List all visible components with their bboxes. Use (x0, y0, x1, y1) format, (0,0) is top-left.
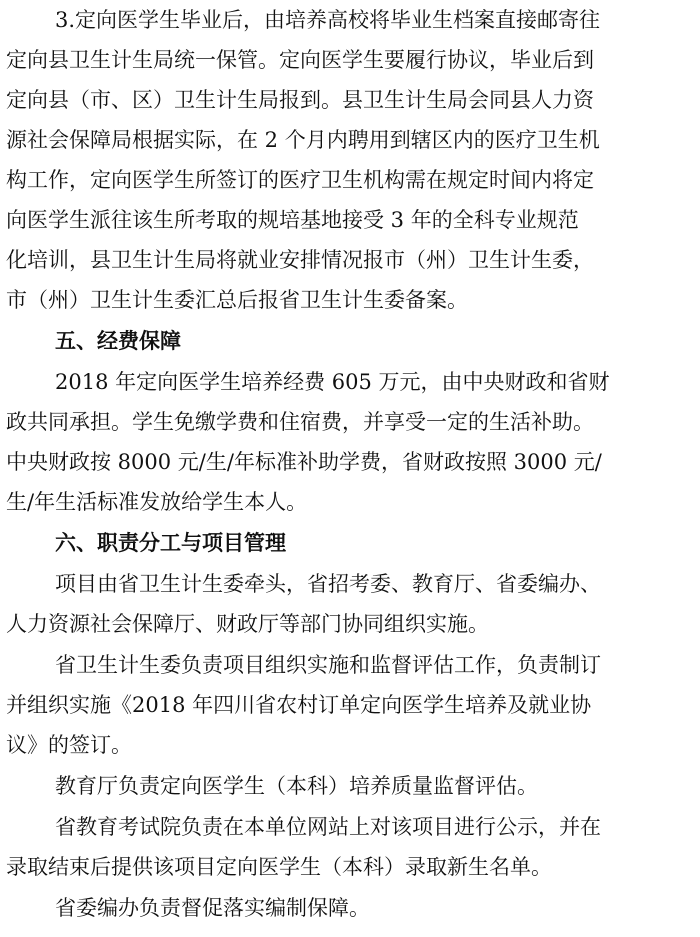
paragraph-line: 3.定向医学生毕业后，由培养高校将毕业生档案直接邮寄往 (55, 8, 601, 32)
section-heading-funding: 五、经费保障 (55, 329, 181, 353)
paragraph-line: 人力资源社会保障厅、财政厅等部门协同组织实施。 (6, 612, 489, 636)
paragraph-line: 省教育考试院负责在本单位网站上对该项目进行公示，并在 (55, 815, 601, 839)
paragraph-line: 教育厅负责定向医学生（本科）培养质量监督评估。 (55, 774, 538, 798)
paragraph-line: 2018 年定向医学生培养经费 605 万元，由中央财政和省财 (55, 370, 610, 394)
paragraph-line: 市（州）卫生计生委汇总后报省卫生计生委备案。 (6, 288, 468, 312)
paragraph-line: 向医学生派往该生所考取的规培基地接受 3 年的全科专业规范 (6, 208, 579, 232)
paragraph-line: 生/年生活标准发放给学生本人。 (6, 490, 308, 514)
paragraph-line: 定向县卫生计生局统一保管。定向医学生要履行协议，毕业后到 (6, 48, 594, 72)
paragraph-line: 并组织实施《2018 年四川省农村订单定向医学生培养及就业协 (6, 693, 592, 717)
paragraph-line: 政共同承担。学生免缴学费和住宿费，并享受一定的生活补助。 (6, 410, 594, 434)
paragraph-line: 化培训，县卫生计生局将就业安排情况报市（州）卫生计生委， (6, 248, 594, 272)
paragraph-line: 定向县（市、区）卫生计生局报到。县卫生计生局会同县人力资 (6, 88, 594, 112)
paragraph-line: 省委编办负责督促落实编制保障。 (55, 896, 370, 920)
paragraph-line: 省卫生计生委负责项目组织实施和监督评估工作，负责制订 (55, 653, 601, 677)
section-heading-responsibilities: 六、职责分工与项目管理 (55, 531, 286, 555)
paragraph-line: 源社会保障局根据实际，在 2 个月内聘用到辖区内的医疗卫生机 (6, 128, 600, 152)
paragraph-line: 议》的签订。 (6, 733, 132, 757)
paragraph-line: 录取结束后提供该项目定向医学生（本科）录取新生名单。 (6, 855, 552, 879)
paragraph-line: 构工作，定向医学生所签订的医疗卫生机构需在规定时间内将定 (6, 168, 594, 192)
paragraph-line: 中央财政按 8000 元/生/年标准补助学费，省财政按照 3000 元/ (6, 450, 602, 474)
paragraph-line: 项目由省卫生计生委牵头，省招考委、教育厅、省委编办、 (55, 572, 601, 596)
